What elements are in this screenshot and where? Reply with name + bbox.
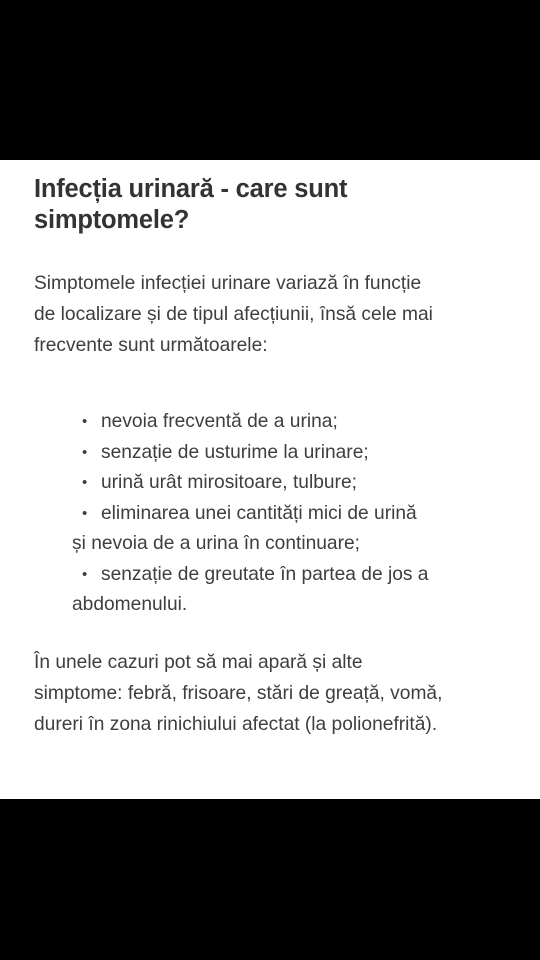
symptom-text: nevoia frecventă de a urina; [101,411,338,432]
symptom-text: senzație de usturime la urinare; [101,441,369,463]
list-item [34,438,510,469]
intro-line-2: de localizare și de tipul afecțiunii, însă cele mai [34,304,433,325]
outro-paragraph [34,647,510,740]
bullet-icon: • [82,504,88,522]
bullet-icon: • [82,413,88,430]
outro-line-1: În unele cazuri pot să mai apară și alte [34,651,363,673]
outro-line-3: dureri în zona rinichiului afectat (la polionefrită). [34,713,438,735]
list-item [34,499,510,560]
intro-line-3: frecvente sunt următoarele: [34,335,268,356]
symptom-text-continued: abdomenului. [72,594,188,615]
title-line-2: simptomele? [34,206,190,234]
symptom-text-continued: și nevoia de a urina în continuare; [72,533,360,554]
bullet-icon: • [82,474,88,491]
symptom-list [34,407,510,621]
list-item [34,468,510,499]
article-card [0,160,540,799]
list-item [34,407,510,438]
symptom-text: urină urât mirositoare, tulbure; [101,472,357,493]
intro-line-1: Simptomele infecției urinare variază în funcție [34,273,422,294]
bullet-icon: • [82,565,88,583]
title-line-1: Infecția urinară - care sunt [34,175,348,203]
intro-paragraph [34,268,510,361]
bottom-black-bar [0,799,540,960]
bullet-icon: • [82,443,88,461]
top-black-bar [0,0,540,160]
symptom-text: eliminarea unei cantități mici de urină [101,502,417,524]
symptom-text: senzație de greutate în partea de jos a [101,563,429,585]
list-item [34,560,510,621]
outro-line-2: simptome: febră, frisoare, stări de greață, vomă, [34,682,443,704]
article-title [34,174,510,236]
